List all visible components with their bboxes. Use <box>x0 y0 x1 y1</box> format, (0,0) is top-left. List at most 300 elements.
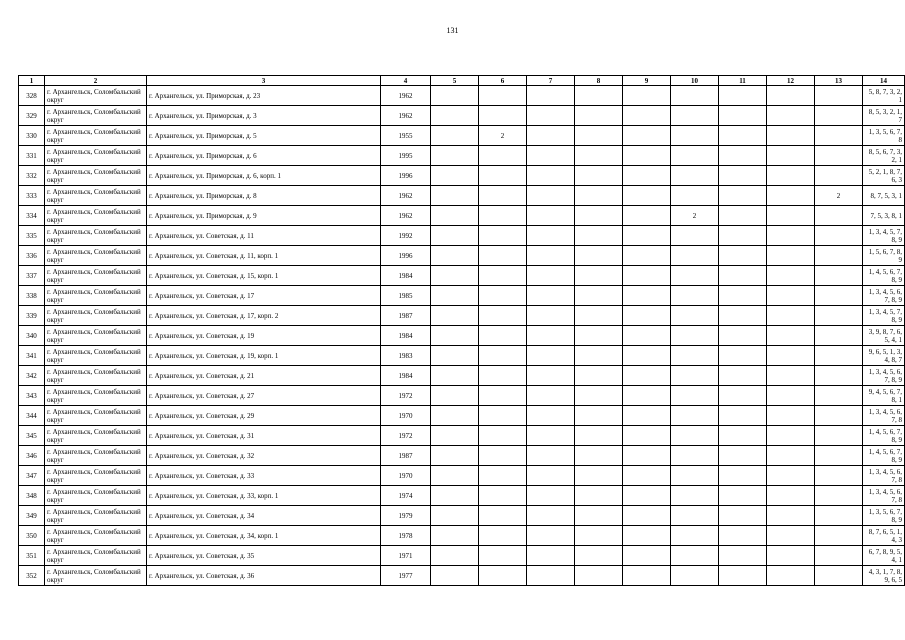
row-col-13 <box>815 86 863 106</box>
row-col-10 <box>671 246 719 266</box>
row-col-11 <box>719 426 767 446</box>
row-col-13 <box>815 546 863 566</box>
row-year: 1971 <box>381 546 431 566</box>
row-address: г. Архангельск, ул. Советская, д. 15, корп. 1 <box>147 266 381 286</box>
table-row <box>19 146 905 166</box>
row-number: 352 <box>19 566 45 586</box>
row-number: 344 <box>19 406 45 426</box>
row-district: г. Архангельск, Соломбальский округ <box>45 546 147 566</box>
row-col-14: 1, 3, 4, 5, 6, 7, 8, 9 <box>863 286 905 306</box>
row-col-9 <box>623 486 671 506</box>
row-district: г. Архангельск, Соломбальский округ <box>45 446 147 466</box>
row-col-13 <box>815 286 863 306</box>
row-col-6 <box>479 186 527 206</box>
row-col-9 <box>623 306 671 326</box>
row-col-10 <box>671 406 719 426</box>
row-col-8 <box>575 326 623 346</box>
column-header: 13 <box>815 76 863 86</box>
row-year: 1970 <box>381 406 431 426</box>
column-header: 11 <box>719 76 767 86</box>
row-address: г. Архангельск, ул. Советская, д. 33 <box>147 466 381 486</box>
row-col-12 <box>767 366 815 386</box>
row-col-6 <box>479 86 527 106</box>
row-col-14: 8, 5, 6, 7, 3, 2, 1 <box>863 146 905 166</box>
row-year: 1985 <box>381 286 431 306</box>
row-district: г. Архангельск, Соломбальский округ <box>45 206 147 226</box>
row-number: 342 <box>19 366 45 386</box>
row-year: 1987 <box>381 306 431 326</box>
row-address: г. Архангельск, ул. Приморская, д. 5 <box>147 126 381 146</box>
column-header: 10 <box>671 76 719 86</box>
row-col-9 <box>623 386 671 406</box>
row-col-11 <box>719 166 767 186</box>
row-col-11 <box>719 406 767 426</box>
row-col-10 <box>671 506 719 526</box>
table-row <box>19 566 905 586</box>
table-row <box>19 526 905 546</box>
row-number: 347 <box>19 466 45 486</box>
row-col-11 <box>719 246 767 266</box>
row-district: г. Архангельск, Соломбальский округ <box>45 126 147 146</box>
row-number: 349 <box>19 506 45 526</box>
column-header: 9 <box>623 76 671 86</box>
row-number: 332 <box>19 166 45 186</box>
row-col-5 <box>431 286 479 306</box>
table-row <box>19 306 905 326</box>
row-col-11 <box>719 506 767 526</box>
row-col-13: 2 <box>815 186 863 206</box>
row-col-13 <box>815 126 863 146</box>
column-header: 6 <box>479 76 527 86</box>
row-col-13 <box>815 206 863 226</box>
row-col-8 <box>575 306 623 326</box>
row-col-7 <box>527 346 575 366</box>
row-col-12 <box>767 446 815 466</box>
row-year: 1972 <box>381 426 431 446</box>
row-year: 1984 <box>381 266 431 286</box>
row-number: 330 <box>19 126 45 146</box>
row-year: 1984 <box>381 326 431 346</box>
row-col-10 <box>671 106 719 126</box>
row-col-14: 9, 4, 5, 6, 7, 8, 1 <box>863 386 905 406</box>
row-address: г. Архангельск, ул. Советская, д. 34, корп. 1 <box>147 526 381 546</box>
row-number: 329 <box>19 106 45 126</box>
row-col-7 <box>527 286 575 306</box>
row-col-11 <box>719 106 767 126</box>
row-col-9 <box>623 426 671 446</box>
row-col-14: 1, 4, 5, 6, 7, 8, 9 <box>863 426 905 446</box>
row-col-9 <box>623 106 671 126</box>
row-col-12 <box>767 106 815 126</box>
row-col-10: 2 <box>671 206 719 226</box>
table-row <box>19 506 905 526</box>
row-address: г. Архангельск, ул. Советская, д. 36 <box>147 566 381 586</box>
row-col-7 <box>527 146 575 166</box>
row-col-5 <box>431 506 479 526</box>
row-col-12 <box>767 406 815 426</box>
column-header: 1 <box>19 76 45 86</box>
row-number: 339 <box>19 306 45 326</box>
row-col-6 <box>479 306 527 326</box>
row-col-11 <box>719 306 767 326</box>
row-col-5 <box>431 146 479 166</box>
row-address: г. Архангельск, ул. Приморская, д. 6 <box>147 146 381 166</box>
row-col-12 <box>767 466 815 486</box>
row-col-8 <box>575 126 623 146</box>
row-address: г. Архангельск, ул. Советская, д. 17, корп. 2 <box>147 306 381 326</box>
row-district: г. Архангельск, Соломбальский округ <box>45 466 147 486</box>
row-district: г. Архангельск, Соломбальский округ <box>45 166 147 186</box>
row-col-6 <box>479 546 527 566</box>
row-col-11 <box>719 366 767 386</box>
row-col-11 <box>719 146 767 166</box>
row-col-6 <box>479 366 527 386</box>
row-col-7 <box>527 226 575 246</box>
row-col-9 <box>623 226 671 246</box>
row-col-13 <box>815 166 863 186</box>
row-col-5 <box>431 86 479 106</box>
row-col-7 <box>527 166 575 186</box>
row-address: г. Архангельск, ул. Приморская, д. 6, корп. 1 <box>147 166 381 186</box>
row-col-7 <box>527 506 575 526</box>
row-col-8 <box>575 406 623 426</box>
row-col-14: 1, 3, 4, 5, 6, 7, 8, 9 <box>863 366 905 386</box>
row-col-9 <box>623 286 671 306</box>
row-col-12 <box>767 186 815 206</box>
row-col-6 <box>479 566 527 586</box>
row-col-6 <box>479 326 527 346</box>
row-number: 338 <box>19 286 45 306</box>
row-col-13 <box>815 566 863 586</box>
row-col-12 <box>767 426 815 446</box>
row-col-9 <box>623 126 671 146</box>
row-col-14: 1, 3, 5, 6, 7, 8 <box>863 126 905 146</box>
row-col-12 <box>767 346 815 366</box>
row-district: г. Архангельск, Соломбальский округ <box>45 306 147 326</box>
row-address: г. Архангельск, ул. Советская, д. 33, корп. 1 <box>147 486 381 506</box>
table-row <box>19 446 905 466</box>
row-col-9 <box>623 146 671 166</box>
row-col-7 <box>527 366 575 386</box>
row-address: г. Архангельск, ул. Советская, д. 35 <box>147 546 381 566</box>
row-col-14: 1, 3, 4, 5, 7, 8, 9 <box>863 226 905 246</box>
table-row <box>19 106 905 126</box>
table-row <box>19 126 905 146</box>
row-col-13 <box>815 446 863 466</box>
row-col-10 <box>671 286 719 306</box>
row-address: г. Архангельск, ул. Советская, д. 19, корп. 1 <box>147 346 381 366</box>
row-address: г. Архангельск, ул. Советская, д. 19 <box>147 326 381 346</box>
row-col-5 <box>431 386 479 406</box>
row-col-6 <box>479 486 527 506</box>
row-col-10 <box>671 186 719 206</box>
row-address: г. Архангельск, ул. Советская, д. 34 <box>147 506 381 526</box>
column-header: 12 <box>767 76 815 86</box>
row-col-8 <box>575 166 623 186</box>
row-col-5 <box>431 366 479 386</box>
row-col-7 <box>527 266 575 286</box>
row-col-14: 5, 8, 7, 3, 2, 1 <box>863 86 905 106</box>
row-col-11 <box>719 326 767 346</box>
table-row <box>19 546 905 566</box>
row-col-10 <box>671 326 719 346</box>
row-col-7 <box>527 206 575 226</box>
row-address: г. Архангельск, ул. Советская, д. 21 <box>147 366 381 386</box>
row-col-5 <box>431 426 479 446</box>
row-col-10 <box>671 306 719 326</box>
row-address: г. Архангельск, ул. Советская, д. 31 <box>147 426 381 446</box>
row-year: 1984 <box>381 366 431 386</box>
row-col-9 <box>623 526 671 546</box>
row-col-5 <box>431 226 479 246</box>
row-col-7 <box>527 546 575 566</box>
row-address: г. Архангельск, ул. Советская, д. 11, корп. 1 <box>147 246 381 266</box>
row-year: 1992 <box>381 226 431 246</box>
row-year: 1978 <box>381 526 431 546</box>
header-row <box>19 76 905 86</box>
row-col-10 <box>671 146 719 166</box>
row-col-9 <box>623 326 671 346</box>
row-year: 1995 <box>381 146 431 166</box>
table-row <box>19 466 905 486</box>
row-col-10 <box>671 126 719 146</box>
row-col-14: 3, 9, 8, 7, 6, 5, 4, 1 <box>863 326 905 346</box>
row-col-6 <box>479 386 527 406</box>
row-district: г. Архангельск, Соломбальский округ <box>45 86 147 106</box>
row-col-8 <box>575 206 623 226</box>
row-col-8 <box>575 486 623 506</box>
row-col-14: 1, 4, 5, 6, 7, 8, 9 <box>863 266 905 286</box>
row-district: г. Архангельск, Соломбальский округ <box>45 186 147 206</box>
row-col-12 <box>767 286 815 306</box>
row-col-12 <box>767 246 815 266</box>
row-col-6 <box>479 446 527 466</box>
row-district: г. Архангельск, Соломбальский округ <box>45 346 147 366</box>
row-col-7 <box>527 326 575 346</box>
row-col-6 <box>479 426 527 446</box>
row-year: 1962 <box>381 86 431 106</box>
row-col-7 <box>527 406 575 426</box>
row-year: 1962 <box>381 186 431 206</box>
table-row <box>19 246 905 266</box>
row-col-13 <box>815 326 863 346</box>
row-col-13 <box>815 346 863 366</box>
row-col-14: 1, 3, 5, 6, 7, 8, 9 <box>863 506 905 526</box>
row-number: 343 <box>19 386 45 406</box>
table-row <box>19 226 905 246</box>
row-year: 1974 <box>381 486 431 506</box>
row-col-7 <box>527 526 575 546</box>
row-col-12 <box>767 126 815 146</box>
table-row <box>19 326 905 346</box>
row-col-6 <box>479 146 527 166</box>
row-col-5 <box>431 166 479 186</box>
row-col-5 <box>431 346 479 366</box>
row-col-10 <box>671 566 719 586</box>
row-col-8 <box>575 186 623 206</box>
row-col-11 <box>719 346 767 366</box>
row-col-8 <box>575 506 623 526</box>
row-col-10 <box>671 266 719 286</box>
row-district: г. Архангельск, Соломбальский округ <box>45 106 147 126</box>
row-col-14: 1, 3, 4, 5, 6, 7, 8 <box>863 486 905 506</box>
row-col-12 <box>767 166 815 186</box>
row-col-8 <box>575 246 623 266</box>
row-col-10 <box>671 526 719 546</box>
row-col-6 <box>479 206 527 226</box>
row-number: 331 <box>19 146 45 166</box>
row-number: 334 <box>19 206 45 226</box>
row-col-9 <box>623 186 671 206</box>
row-col-9 <box>623 406 671 426</box>
row-col-13 <box>815 526 863 546</box>
column-header: 5 <box>431 76 479 86</box>
row-col-10 <box>671 466 719 486</box>
row-number: 335 <box>19 226 45 246</box>
row-col-7 <box>527 446 575 466</box>
row-col-13 <box>815 386 863 406</box>
row-col-13 <box>815 406 863 426</box>
row-col-12 <box>767 226 815 246</box>
row-col-13 <box>815 366 863 386</box>
row-district: г. Архангельск, Соломбальский округ <box>45 566 147 586</box>
row-col-11 <box>719 286 767 306</box>
row-col-10 <box>671 486 719 506</box>
row-col-14: 1, 5, 6, 7, 8, 9 <box>863 246 905 266</box>
row-col-9 <box>623 366 671 386</box>
row-district: г. Архангельск, Соломбальский округ <box>45 526 147 546</box>
row-district: г. Архангельск, Соломбальский округ <box>45 266 147 286</box>
row-col-5 <box>431 306 479 326</box>
row-col-7 <box>527 566 575 586</box>
row-year: 1996 <box>381 246 431 266</box>
row-col-5 <box>431 546 479 566</box>
row-district: г. Архангельск, Соломбальский округ <box>45 386 147 406</box>
row-col-8 <box>575 146 623 166</box>
row-col-10 <box>671 226 719 246</box>
row-district: г. Архангельск, Соломбальский округ <box>45 326 147 346</box>
row-col-14: 8, 7, 6, 5, 1, 4, 3 <box>863 526 905 546</box>
row-col-11 <box>719 526 767 546</box>
row-col-14: 5, 2, 1, 8, 7, 6, 3 <box>863 166 905 186</box>
row-number: 328 <box>19 86 45 106</box>
row-col-10 <box>671 446 719 466</box>
row-address: г. Архангельск, ул. Приморская, д. 9 <box>147 206 381 226</box>
row-col-8 <box>575 386 623 406</box>
row-col-13 <box>815 246 863 266</box>
row-address: г. Архангельск, ул. Советская, д. 27 <box>147 386 381 406</box>
row-col-5 <box>431 246 479 266</box>
row-number: 336 <box>19 246 45 266</box>
row-col-6 <box>479 166 527 186</box>
row-col-7 <box>527 86 575 106</box>
row-col-7 <box>527 106 575 126</box>
row-col-9 <box>623 166 671 186</box>
row-number: 341 <box>19 346 45 366</box>
row-col-13 <box>815 106 863 126</box>
row-col-14: 1, 3, 4, 5, 6, 7, 8 <box>863 466 905 486</box>
row-district: г. Архангельск, Соломбальский округ <box>45 246 147 266</box>
row-col-6 <box>479 406 527 426</box>
row-col-5 <box>431 106 479 126</box>
row-col-11 <box>719 266 767 286</box>
row-district: г. Архангельск, Соломбальский округ <box>45 486 147 506</box>
row-col-8 <box>575 86 623 106</box>
row-col-10 <box>671 546 719 566</box>
column-header: 8 <box>575 76 623 86</box>
row-col-14: 1, 4, 5, 6, 7, 8, 9 <box>863 446 905 466</box>
row-col-6 <box>479 466 527 486</box>
row-col-6 <box>479 506 527 526</box>
row-col-13 <box>815 466 863 486</box>
row-col-9 <box>623 346 671 366</box>
row-col-7 <box>527 246 575 266</box>
row-col-11 <box>719 86 767 106</box>
row-col-9 <box>623 266 671 286</box>
row-col-10 <box>671 166 719 186</box>
row-col-11 <box>719 546 767 566</box>
row-col-13 <box>815 486 863 506</box>
table-row <box>19 86 905 106</box>
row-col-14: 1, 3, 4, 5, 7, 8, 9 <box>863 306 905 326</box>
row-col-13 <box>815 306 863 326</box>
table-row <box>19 266 905 286</box>
row-col-14: 9, 6, 5, 1, 3, 4, 8, 7 <box>863 346 905 366</box>
row-year: 1979 <box>381 506 431 526</box>
row-district: г. Архангельск, Соломбальский округ <box>45 146 147 166</box>
row-col-8 <box>575 566 623 586</box>
row-year: 1977 <box>381 566 431 586</box>
table-row <box>19 186 905 206</box>
row-col-12 <box>767 206 815 226</box>
row-col-5 <box>431 326 479 346</box>
row-col-6 <box>479 346 527 366</box>
row-col-8 <box>575 366 623 386</box>
page-number: 131 <box>446 26 459 35</box>
row-col-9 <box>623 506 671 526</box>
row-col-13 <box>815 506 863 526</box>
row-district: г. Архангельск, Соломбальский округ <box>45 286 147 306</box>
row-col-8 <box>575 546 623 566</box>
row-col-10 <box>671 426 719 446</box>
row-col-14: 6, 7, 8, 9, 5, 4, 1 <box>863 546 905 566</box>
register-table <box>18 75 905 586</box>
row-col-11 <box>719 126 767 146</box>
row-col-6 <box>479 526 527 546</box>
row-col-12 <box>767 266 815 286</box>
row-col-11 <box>719 566 767 586</box>
row-col-12 <box>767 386 815 406</box>
row-col-7 <box>527 306 575 326</box>
row-col-5 <box>431 206 479 226</box>
row-col-6 <box>479 246 527 266</box>
row-col-7 <box>527 386 575 406</box>
row-col-9 <box>623 446 671 466</box>
row-col-14: 8, 7, 5, 3, 1 <box>863 186 905 206</box>
row-col-11 <box>719 466 767 486</box>
row-col-12 <box>767 146 815 166</box>
row-col-9 <box>623 546 671 566</box>
row-col-13 <box>815 226 863 246</box>
row-col-5 <box>431 266 479 286</box>
row-col-14: 1, 3, 4, 5, 6, 7, 8 <box>863 406 905 426</box>
row-address: г. Архангельск, ул. Приморская, д. 3 <box>147 106 381 126</box>
row-col-11 <box>719 486 767 506</box>
table-row <box>19 486 905 506</box>
row-address: г. Архангельск, ул. Советская, д. 32 <box>147 446 381 466</box>
row-address: г. Архангельск, ул. Советская, д. 11 <box>147 226 381 246</box>
row-col-14: 8, 5, 3, 2, 1, 7 <box>863 106 905 126</box>
